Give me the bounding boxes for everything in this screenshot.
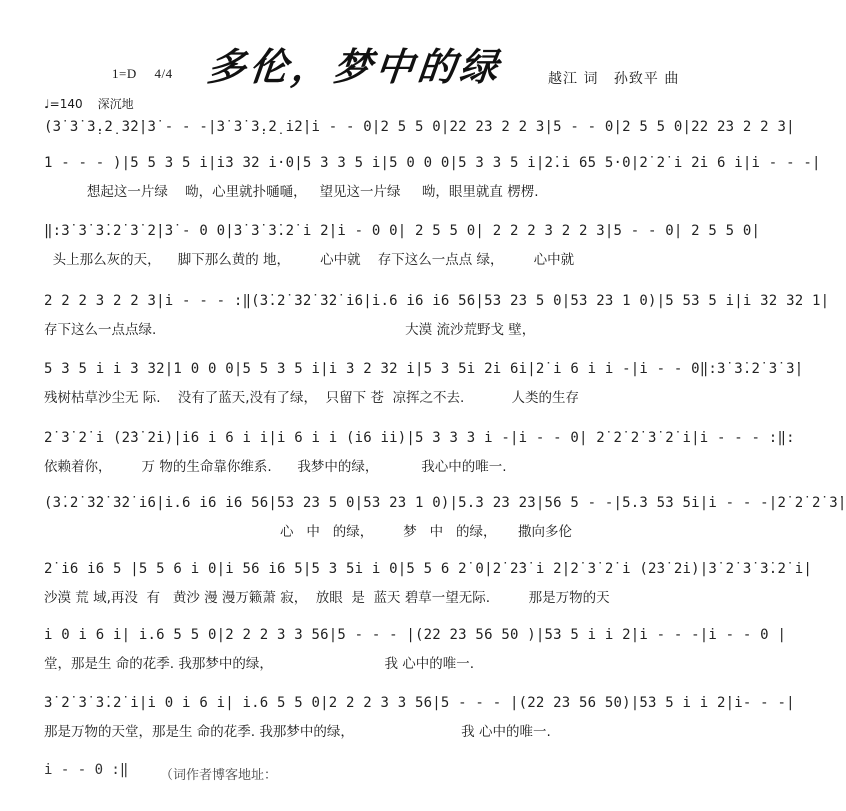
score-system-9 [44,624,787,674]
score-system-6 [44,427,795,477]
notation-line: ‖:3̇ 3̇ 3̇.2̇ 3̇ 2̇|3̇ - 0 0|3̇ 3̇ 3̇.2̇ i̇ 2̇|i̇ - 0 0| 2 5 5 0| 2 2 2 3 2 2 3|5 - - 0| 2 5 5 0| [44,223,761,239]
composer: 孙致平 曲 [613,71,680,87]
final-notation-line: i̇ - - 0 :‖ [44,762,129,778]
notation-line: 5 3 5 i̇ i̇ 3 32|1 0 0 0|5 5 3 5 i̇|i̇ 3 2 32 i̇|5 3 5i̇ 2̇i̇ 6i̇|2̇ i̇ 6 i̇ i̇ -|i̇ - - 0‖:3̇ 3̇.2̇ 3̇ 3̇| [44,361,804,377]
lyrics-line: 堂，那是生 命的花季. 我那梦中的绿， 我 心中的唯一. [44,656,475,672]
score-system-7 [44,492,846,542]
notation-line: i̇ 0 i̇ 6 i̇| i̇.6 5 5 0|2 2 2 3 3 56|5 - - - |(22 23 56 50 )|53 5 i̇ i̇ 2̇|i̇ - - -|i̇ - - 0 | [44,627,787,643]
expression-mark: 深沉地 [97,97,134,111]
time-signature: 4/4 [154,66,173,81]
notation-line: 2̇ 3̇ 2̇ i̇ (2̇3̇ 2̇i̇)|i̇6 i̇ 6 i̇ i̇|i̇ 6 i̇ i̇ (i̇6 i̇i̇)|5 3 3 3 i̇ -|i̇ - - 0| 2̇ 2̇ 2̇ 3̇ 2̇ i̇|i̇ - - - :‖: [44,430,795,446]
score-system-10 [44,692,795,742]
score-system-8 [44,558,812,608]
score-system-4 [44,290,830,340]
notation-line: (3̇.2̇ 3̇2̇ 3̇2̇ i̇6|i̇.6 i̇6 i̇6 56|53 23 5 0|53 23 1 0)|5.3 23 23|56 5 - -|5.3 53 5i̇|i̇ - - -|2̇ 2̇ 2̇ 3̇| [44,495,846,511]
lyricist: 越江 词 [548,71,599,87]
key-signature: 1=D [112,66,137,81]
notation-line: 2 2 2 3 2 2 3|i̇ - - - :‖(3̇.2̇ 3̇2̇ 3̇2̇ i̇6|i̇.6 i̇6 i̇6 56|53 23 5 0|53 23 1 0)|5 53 5 i̇|i̇ 32 32 1| [44,293,830,309]
lyricist-blog-note: （词作者博客地址： [160,768,278,783]
lyrics-line: 沙漠 荒 域,再没 有 黄沙 漫 漫万籁萧 寂， 放眼 是 蓝天 碧草一望无际. 那是万物的天 [44,590,610,606]
key-and-time-signature [112,66,187,82]
score-system-3 [44,220,761,270]
lyrics-line: 依赖着你， 万 物的生命靠你维系. 我梦中的绿， 我心中的唯一. [44,459,507,475]
tempo-bpm: ♩=140 [44,97,83,111]
lyrics-line: 那是万物的天堂，那是生 命的花季. 我那梦中的绿， 我 心中的唯一. [44,724,551,740]
lyrics-line: 想起这一片绿 呦，心里就扑嗵嗵， 望见这一片绿 呦，眼里就直 楞楞. [44,184,539,200]
score-header [0,0,775,110]
notation-line: 2̇ i̇6 i̇6 5 |5 5 6 i̇ 0|i̇ 56 i̇6 5|5 3 5i̇ i̇ 0|5 5 6 2̇ 0|2̇ 2̇3̇ i̇ 2̇|2̇ 3̇ 2̇ i̇ (2̇3̇ 2̇i̇)|3̇ 2̇ 3̇ 3̇.2̇ i̇| [44,561,812,577]
credits [548,68,689,88]
score-system-2 [44,152,821,202]
song-title: 多伦，梦中的绿 [205,44,505,89]
lyrics-line: 存下这么一点点绿. 大漠 流沙荒野戈 壁， [44,322,536,338]
lyrics-line: 心 中 的绿， 梦 中 的绿， 撒向多伦 [44,524,573,540]
lyrics-line: 头上那么灰的天， 脚下那么黄的 地， 心中就 存下这么一点点 绿， 心中就 [44,252,575,268]
score-system-1 [44,116,795,138]
notation-line: 1 - - - )|5 5 3 5 i̇|i̇3 32 i̇·0|5 3 3 5 i̇|5 0 0 0|5 3 3 5 i̇|2̇.i̇ 65 5·0|2̇ 2̇ i̇ 2̇i̇ 6 i̇|i̇ - - -| [44,155,821,171]
score-system-5 [44,358,804,408]
lyrics-line: 残树枯草沙尘无 际. 没有了蓝天,没有了绿， 只留下 苍 凉挥之不去. 人类的生存 [44,390,579,406]
notation-line: (3̇ 3̇ 3̣.2̣ 3̇2̇|3̇ - - -|3̇ 3̇ 3̣.2̣ i̇2̇|i̇ - - 0|2 5 5 0|22 23 2 2 3|5 - - 0|2 5 5 0|22 23 2 2 3| [44,119,795,135]
tempo-marking [44,95,146,112]
notation-line: 3̇ 2̇ 3̇ 3̇.2̇ i̇|i̇ 0 i̇ 6 i̇| i̇.6 5 5 0|2 2 2 3 3 56|5 - - - |(22 23 56 50)|53 5 i̇ i̇ 2̇|i̇- - -| [44,695,795,711]
